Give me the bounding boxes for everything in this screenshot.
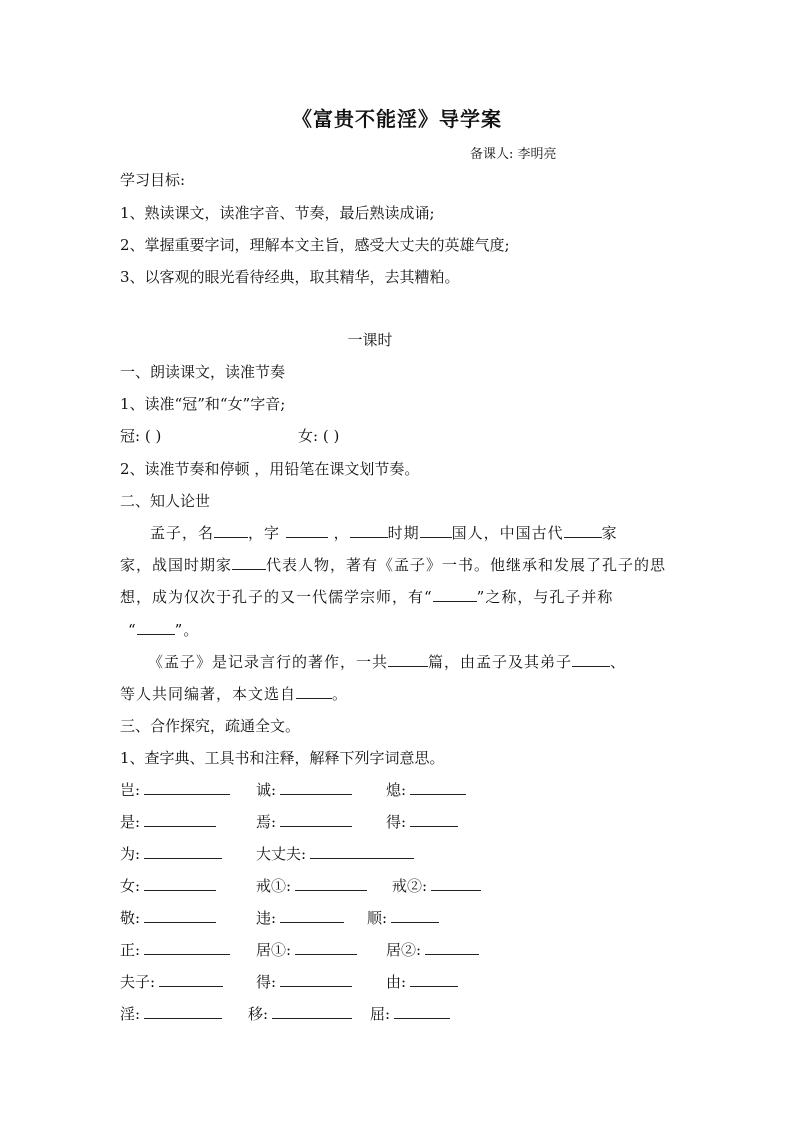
objective-item: 1、熟读课文，读准字音、节奏，最后熟读成诵; — [120, 204, 435, 222]
answer-blank[interactable] — [144, 812, 216, 827]
vocab-item — [256, 907, 344, 928]
vocab-term: 是: — [120, 813, 141, 831]
page-title: 《富贵不能淫》导学案 — [292, 107, 502, 131]
session-label: 一课时 — [347, 331, 393, 349]
bio-line — [120, 683, 348, 704]
vocab-item — [120, 1003, 222, 1024]
section-heading: 二、知人论世 — [120, 492, 211, 510]
answer-blank[interactable] — [295, 940, 357, 955]
vocab-item — [256, 875, 367, 896]
answer-blank[interactable] — [394, 1004, 450, 1019]
bio-text: ，字 — [248, 524, 281, 542]
vocab-item — [120, 843, 222, 864]
answer-blank[interactable] — [144, 940, 230, 955]
bio-text: ”之称，与孔子并称 — [476, 588, 614, 606]
vocab-term: 戒②: — [392, 877, 428, 895]
vocab-term: 顺: — [367, 909, 388, 927]
vocab-item — [120, 875, 216, 896]
pronunciation-nv: 女: ( ) — [298, 427, 340, 445]
vocab-item — [256, 939, 357, 960]
fill-blank[interactable] — [420, 523, 452, 538]
bio-text: 时期 — [387, 524, 420, 542]
preparer-label: 备课人: 李明亮 — [470, 147, 557, 162]
vocab-item — [120, 907, 216, 928]
bio-text: 等人共同编著，本文选自 — [120, 685, 297, 703]
answer-blank[interactable] — [272, 1004, 352, 1019]
answer-blank[interactable] — [280, 812, 352, 827]
answer-blank[interactable] — [310, 844, 414, 859]
answer-blank[interactable] — [144, 876, 216, 891]
section-heading: 三、合作探究，疏通全文。 — [120, 717, 301, 735]
vocab-item — [386, 779, 466, 800]
vocab-term: 戒①: — [256, 877, 292, 895]
bio-text: 孟子，名 — [150, 524, 215, 542]
vocab-term: 诚: — [256, 781, 277, 799]
answer-blank[interactable] — [295, 876, 367, 891]
vocab-term: 岂: — [120, 781, 141, 799]
vocab-term: 大丈夫: — [256, 845, 307, 863]
vocab-term: 女: — [120, 877, 141, 895]
vocab-term: 焉: — [256, 813, 277, 831]
answer-blank[interactable] — [159, 972, 223, 987]
vocab-term: 由: — [386, 973, 407, 991]
answer-blank[interactable] — [280, 780, 352, 795]
answer-blank[interactable] — [280, 908, 344, 923]
bio-text: ”。 — [174, 621, 200, 639]
task-item: 1、读准“冠”和“女”字音; — [120, 395, 286, 413]
vocab-term: 违: — [256, 909, 277, 927]
fill-blank[interactable] — [350, 523, 388, 538]
pronunciation-guan: 冠: ( ) — [120, 427, 162, 445]
vocab-term: 熄: — [386, 781, 407, 799]
vocab-term: 敬: — [120, 909, 141, 927]
answer-blank[interactable] — [425, 940, 479, 955]
task-item: 1、查字典、工具书和注释，解释下列字词意思。 — [120, 749, 445, 767]
fill-blank[interactable] — [214, 523, 248, 538]
task-item: 2、读准节奏和停顿 ，用铅笔在课文划节奏。 — [120, 460, 420, 478]
fill-blank[interactable] — [572, 652, 610, 667]
fill-blank[interactable] — [286, 523, 328, 538]
answer-blank[interactable] — [144, 780, 230, 795]
vocab-item — [248, 1003, 352, 1024]
bio-text: 。 — [332, 685, 349, 703]
bio-text: 国人，中国古代 — [451, 524, 564, 542]
bio-text: 代表人物，著有《孟子》一书。他继承和发展了孔子的思 — [266, 556, 667, 574]
vocab-term: 屈: — [370, 1005, 391, 1023]
vocab-item — [367, 907, 439, 928]
vocab-item — [392, 875, 481, 896]
answer-blank[interactable] — [391, 908, 439, 923]
vocab-item — [386, 939, 479, 960]
answer-blank[interactable] — [280, 972, 352, 987]
vocab-term: 夫子: — [120, 973, 156, 991]
vocab-item — [120, 939, 230, 960]
bio-line — [120, 586, 613, 607]
fill-blank[interactable] — [564, 523, 602, 538]
vocab-term: 居①: — [256, 941, 292, 959]
answer-blank[interactable] — [144, 844, 222, 859]
vocab-term: 得: — [256, 973, 277, 991]
vocab-item — [256, 971, 352, 992]
answer-blank[interactable] — [410, 972, 458, 987]
bio-text: ， — [333, 524, 350, 542]
vocab-term: 正: — [120, 941, 141, 959]
bio-text: 、 — [610, 653, 627, 671]
bio-text: 篇，由孟子及其弟子 — [428, 653, 573, 671]
bio-line — [148, 651, 626, 672]
vocab-item — [256, 811, 352, 832]
bio-line — [150, 522, 618, 543]
bio-text: 想，成为仅次于孔子的又一代儒学宗师，有“ — [120, 588, 433, 606]
vocab-item — [370, 1003, 450, 1024]
answer-blank[interactable] — [410, 812, 458, 827]
bio-line — [128, 619, 199, 640]
vocab-item — [256, 779, 352, 800]
bio-text: 家 — [601, 524, 618, 542]
vocab-item — [256, 843, 414, 864]
vocab-term: 为: — [120, 845, 141, 863]
bio-text: “ — [128, 621, 137, 639]
answer-blank[interactable] — [431, 876, 481, 891]
vocab-term: 移: — [248, 1005, 269, 1023]
fill-blank[interactable] — [232, 555, 266, 570]
vocab-item — [386, 811, 458, 832]
bio-line — [120, 554, 666, 575]
bio-text: 家，战国时期家 — [120, 556, 233, 574]
vocab-item — [120, 971, 223, 992]
section-heading: 一、朗读课文，读准节奏 — [120, 363, 286, 381]
answer-blank[interactable] — [144, 908, 216, 923]
objective-item: 2、掌握重要字词，理解本文主旨，感受大丈夫的英雄气度; — [120, 236, 510, 254]
fill-blank[interactable] — [296, 684, 332, 699]
fill-blank[interactable] — [433, 587, 477, 602]
vocab-term: 居②: — [386, 941, 422, 959]
vocab-term: 得: — [386, 813, 407, 831]
answer-blank[interactable] — [410, 780, 466, 795]
objectives-heading: 学习目标: — [120, 171, 186, 189]
fill-blank[interactable] — [137, 620, 175, 635]
answer-blank[interactable] — [144, 1004, 222, 1019]
vocab-term: 淫: — [120, 1005, 141, 1023]
objective-item: 3、以客观的眼光看待经典，取其精华，去其糟粕。 — [120, 268, 460, 286]
bio-text: 《孟子》是记录言行的著作，一共 — [148, 653, 389, 671]
vocab-item — [120, 779, 230, 800]
vocab-item — [386, 971, 458, 992]
fill-blank[interactable] — [388, 652, 428, 667]
vocab-item — [120, 811, 216, 832]
